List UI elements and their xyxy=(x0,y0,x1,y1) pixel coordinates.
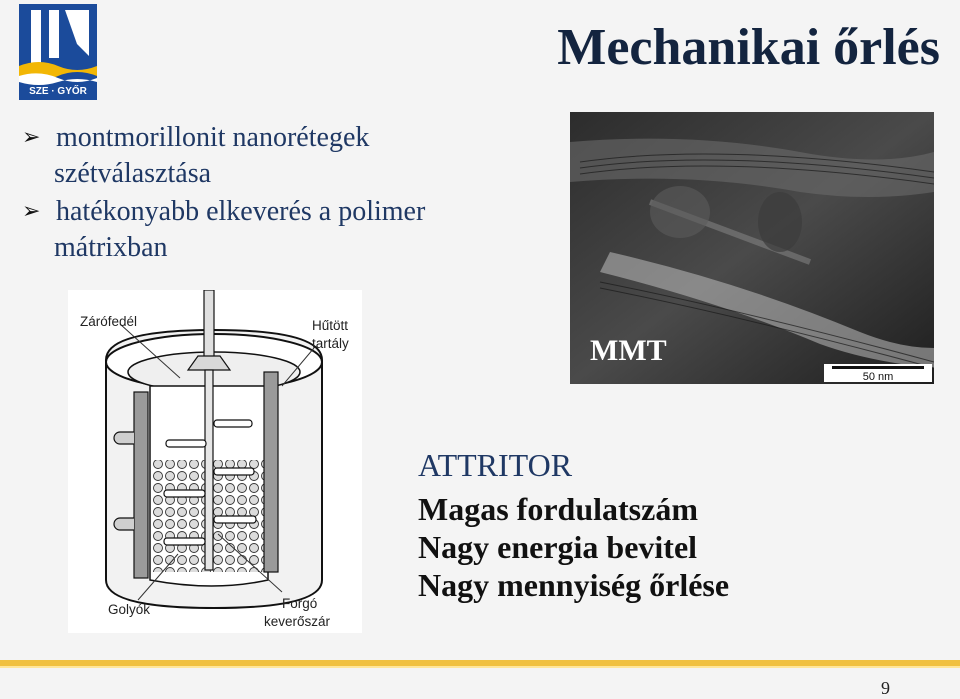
footer-divider xyxy=(0,666,960,668)
caption-line: Nagy mennyiség őrlése xyxy=(418,567,730,603)
caption-line: Nagy energia bevitel xyxy=(418,529,698,565)
tem-overlay-label: MMT xyxy=(590,334,667,367)
logo-text: SZE · GYŐR xyxy=(29,86,87,97)
attritor-diagram xyxy=(68,290,362,633)
label-cover: Zárófedél xyxy=(80,314,138,329)
label-cooled-tank: Hűtött xyxy=(312,318,349,333)
caption-heading: ATTRITOR xyxy=(418,447,573,483)
bullet-list xyxy=(22,120,562,266)
bullet-item xyxy=(22,194,562,266)
bullet-text-line: montmorillonit nanorétegek xyxy=(56,122,370,153)
arrow-bullet-icon: ➢ xyxy=(22,199,41,224)
bullet-text-line: mátrixban xyxy=(54,232,168,263)
bullet-item xyxy=(22,120,562,192)
label-cooled-tank: tartály xyxy=(312,336,349,351)
label-rotating-shaft: Forgó xyxy=(282,596,318,611)
slide-title: Mechanikai őrlés xyxy=(557,19,940,76)
bullet-text-line: szétválasztása xyxy=(54,158,212,189)
label-balls: Golyók xyxy=(108,602,151,617)
page-number: 9 xyxy=(881,678,890,698)
tem-micrograph xyxy=(570,112,934,384)
label-rotating-shaft: keverőszár xyxy=(264,614,331,629)
attritor-caption xyxy=(418,446,938,604)
university-logo xyxy=(19,4,97,100)
bullet-text-line: hatékonyabb elkeverés a polimer xyxy=(56,196,426,227)
caption-line: Magas fordulatszám xyxy=(418,491,698,527)
scale-bar-label: 50 nm xyxy=(862,371,894,383)
arrow-bullet-icon: ➢ xyxy=(22,125,41,150)
